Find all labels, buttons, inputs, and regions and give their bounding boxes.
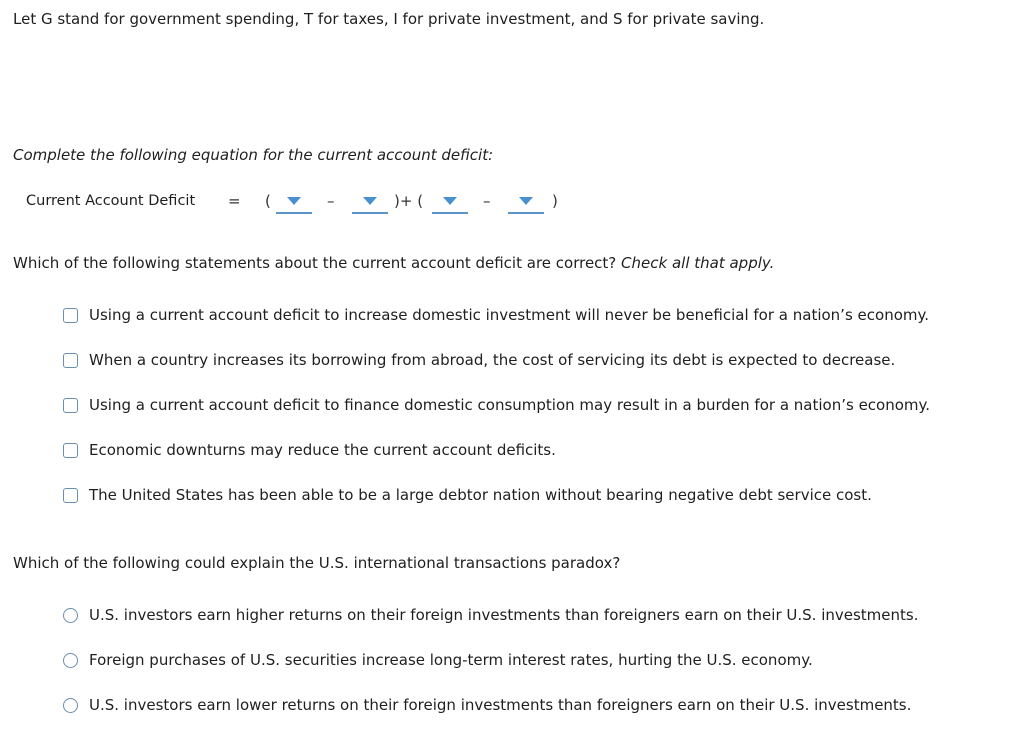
checkbox[interactable] xyxy=(63,398,78,413)
equation-row xyxy=(0,190,620,218)
minus-sign: – xyxy=(327,192,335,210)
dropdown-underline xyxy=(276,212,312,214)
question2-prompt: Which of the following could explain the U.S. international transactions paradox? xyxy=(13,554,621,572)
radio-button[interactable] xyxy=(63,698,78,713)
radio-button[interactable] xyxy=(63,608,78,623)
equation-label: Current Account Deficit xyxy=(26,193,196,209)
dropdown-underline xyxy=(352,212,388,214)
option-label: Economic downturns may reduce the current account deficits. xyxy=(89,441,556,459)
open-paren: ( xyxy=(265,192,271,210)
caret-down-icon xyxy=(519,197,533,205)
checkbox-option[interactable] xyxy=(63,484,872,506)
minus-sign: – xyxy=(483,192,491,210)
radio-option[interactable] xyxy=(63,604,918,626)
option-label: When a country increases its borrowing from abroad, the cost of servicing its debt is expected to decrease. xyxy=(89,351,896,369)
radio-option[interactable] xyxy=(63,694,911,716)
radio-option[interactable] xyxy=(63,649,813,671)
option-label: The United States has been able to be a large debtor nation without bearing negative debt service cost. xyxy=(89,486,872,504)
dropdown-i[interactable] xyxy=(432,190,468,214)
checkbox-option[interactable] xyxy=(63,394,930,416)
question1-text: Which of the following statements about the current account deficit are correct? xyxy=(13,254,617,272)
intro-text: Let G stand for government spending, T for taxes, I for private investment, and S for private saving. xyxy=(13,10,765,28)
checkbox[interactable] xyxy=(63,308,78,323)
option-label: Using a current account deficit to finance domestic consumption may result in a burden for a nation’s economy. xyxy=(89,396,931,414)
close-paren: ) xyxy=(552,192,558,210)
dropdown-s[interactable] xyxy=(508,190,544,214)
checkbox-option[interactable] xyxy=(63,349,895,371)
equals-sign: = xyxy=(228,192,241,210)
option-label: U.S. investors earn higher returns on their foreign investments than foreigners earn on their U.S. investments. xyxy=(89,606,919,624)
radio-button[interactable] xyxy=(63,653,78,668)
caret-down-icon xyxy=(363,197,377,205)
close-plus-open: )+ ( xyxy=(394,192,424,210)
dropdown-underline xyxy=(432,212,468,214)
equation-instruction: Complete the following equation for the current account deficit: xyxy=(13,146,494,164)
question1-hint: Check all that apply. xyxy=(621,254,775,272)
dropdown-t[interactable] xyxy=(352,190,388,214)
option-label: Foreign purchases of U.S. securities increase long-term interest rates, hurting the U.S. economy. xyxy=(89,651,813,669)
checkbox[interactable] xyxy=(63,353,78,368)
checkbox-option[interactable] xyxy=(63,439,556,461)
option-label: U.S. investors earn lower returns on their foreign investments than foreigners earn on their U.S. investments. xyxy=(89,696,912,714)
checkbox[interactable] xyxy=(63,488,78,503)
caret-down-icon xyxy=(443,197,457,205)
dropdown-underline xyxy=(508,212,544,214)
checkbox[interactable] xyxy=(63,443,78,458)
question1-prompt xyxy=(13,254,774,272)
option-label: Using a current account deficit to increase domestic investment will never be beneficial for a nation’s economy. xyxy=(89,306,929,324)
checkbox-option[interactable] xyxy=(63,304,929,326)
caret-down-icon xyxy=(287,197,301,205)
dropdown-g[interactable] xyxy=(276,190,312,214)
